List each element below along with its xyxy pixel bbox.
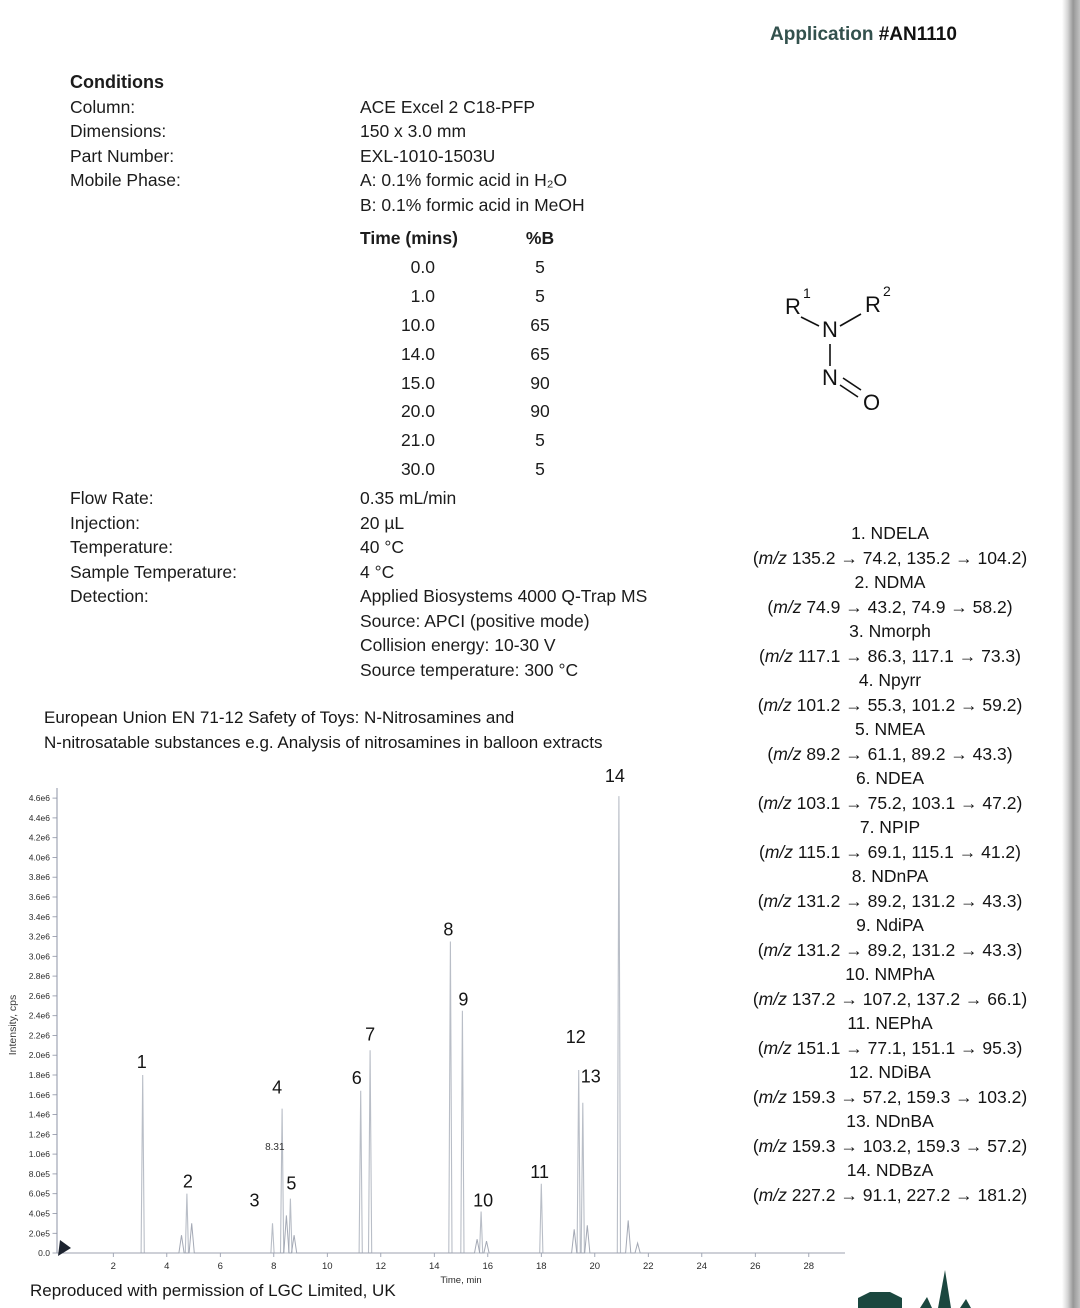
gradient-percentb: 90: [530, 401, 550, 422]
svg-text:11: 11: [530, 1161, 549, 1182]
compound-name: 12. NDiBA: [849, 1062, 931, 1082]
condition-row-value: ACE Excel 2 C18-PFP: [360, 96, 536, 117]
svg-text:20: 20: [589, 1261, 601, 1272]
condition-row: [70, 144, 710, 169]
method-row-value: 20 µL: [360, 512, 405, 533]
svg-text:4: 4: [164, 1261, 170, 1272]
gradient-row: [0, 401, 700, 430]
compound-name: 7. NPIP: [859, 817, 921, 837]
method-row-value: Collision energy: 10-30 V: [360, 635, 556, 655]
chromatogram-svg: [0, 760, 880, 1308]
svg-text:10: 10: [322, 1261, 333, 1272]
gradient-percentb: 90: [530, 372, 550, 393]
svg-text:2.4e6: 2.4e6: [28, 1010, 50, 1021]
gradient-time: 1.0: [410, 285, 435, 306]
method-row-value: 40 °C: [360, 537, 404, 557]
svg-text:4.2e6: 4.2e6: [28, 832, 50, 843]
gradient-col-time: Time (mins): [360, 228, 458, 248]
method-row-label: Sample Temperature:: [70, 561, 237, 582]
gradient-time: 10.0: [400, 314, 435, 335]
gradient-percentb: 65: [530, 343, 550, 364]
svg-text:1.2e6: 1.2e6: [28, 1129, 50, 1140]
svg-text:4: 4: [272, 1077, 283, 1098]
compound-name: 6. NDEA: [855, 768, 925, 788]
structure-o: O: [863, 390, 881, 415]
compound-transitions: (m/z 131.2 → 89.2, 131.2 → 43.3): [757, 939, 1023, 960]
gradient-time: 20.0: [400, 401, 435, 422]
svg-text:2: 2: [110, 1261, 116, 1272]
condition-row: [70, 168, 710, 193]
brand-logo: [848, 1264, 998, 1308]
gradient-time: 30.0: [400, 459, 435, 480]
method-row-label: Temperature:: [70, 537, 174, 557]
compound-name: 9. NdiPA: [856, 915, 924, 935]
method-row: [70, 560, 750, 585]
application-number: [770, 24, 957, 46]
svg-text:14: 14: [604, 766, 625, 787]
method-row-label: Detection:: [70, 586, 149, 606]
logo-peak-small-right: [960, 1299, 971, 1308]
logo-peak-tall: [938, 1270, 951, 1308]
compound-name: 5. NMEA: [854, 719, 926, 739]
gradient-time: 21.0: [400, 430, 435, 451]
condition-row-label: Part Number:: [70, 145, 175, 166]
svg-text:24: 24: [696, 1261, 708, 1272]
method-row: [70, 658, 750, 683]
compound-transitions: (m/z 115.1 → 69.1, 115.1 → 41.2): [758, 841, 1021, 862]
svg-text:3.0e6: 3.0e6: [28, 951, 50, 962]
compound-name: 13. NDnBA: [846, 1111, 934, 1131]
structure-r1-sup: 1: [803, 285, 811, 301]
compound-name: 10. NMPhA: [845, 964, 935, 984]
condition-row-value: A: 0.1% formic acid in H₂O: [360, 170, 568, 190]
method-row-label: Flow Rate:: [70, 488, 154, 508]
compound-transitions: (m/z 159.3 → 103.2, 159.3 → 57.2): [752, 1135, 1028, 1156]
condition-row-label: Column:: [70, 96, 136, 117]
compound-transitions: (m/z 137.2 → 107.2, 137.2 → 66.1): [752, 988, 1028, 1009]
svg-text:4.4e6: 4.4e6: [28, 812, 50, 823]
svg-text:1.8e6: 1.8e6: [28, 1070, 50, 1080]
application-id: #AN1110: [878, 24, 957, 45]
application-title: [44, 706, 744, 756]
svg-text:2.0e5: 2.0e5: [28, 1228, 50, 1239]
conditions-section: [70, 70, 710, 217]
compound-name: 14. NDBzA: [846, 1160, 934, 1180]
compound-transitions: (m/z 159.3 → 57.2, 159.3 → 103.2): [752, 1086, 1028, 1107]
svg-text:4.0e5: 4.0e5: [28, 1208, 50, 1219]
gradient-row: [0, 257, 700, 286]
bond-n-r2: [840, 314, 861, 326]
svg-text:14: 14: [429, 1261, 440, 1272]
bond-r1-n: [801, 317, 819, 326]
svg-text:3: 3: [249, 1190, 260, 1211]
svg-text:8.0e5: 8.0e5: [28, 1168, 50, 1179]
svg-text:7: 7: [365, 1024, 376, 1045]
gradient-percentb: 5: [535, 459, 545, 480]
gradient-time: 0.0: [410, 257, 435, 277]
gradient-row: [0, 459, 700, 488]
compound-transitions: (m/z 103.1 → 75.2, 103.1 → 47.2): [757, 792, 1023, 813]
svg-text:18: 18: [536, 1261, 547, 1272]
svg-text:16: 16: [482, 1261, 494, 1272]
method-row-value: Applied Biosystems 4000 Q-Trap MS: [360, 586, 648, 606]
svg-text:28: 28: [803, 1261, 815, 1272]
svg-text:2.6e6: 2.6e6: [28, 990, 50, 1001]
svg-text:4.6e6: 4.6e6: [28, 793, 50, 804]
method-row-value: Source temperature: 300 °C: [360, 659, 579, 680]
condition-row: [70, 119, 710, 144]
gradient-percentb: 5: [535, 257, 545, 277]
method-row: [70, 535, 750, 560]
svg-text:1: 1: [136, 1052, 147, 1072]
gradient-col-percentb: %B: [525, 228, 555, 248]
conditions-title: Conditions: [70, 72, 164, 92]
svg-text:9: 9: [458, 989, 469, 1010]
svg-text:2.0e6: 2.0e6: [28, 1050, 50, 1061]
compound-name: 1. NDELA: [851, 523, 929, 543]
compound-transitions: (m/z 227.2 → 91.1, 227.2 → 181.2): [752, 1184, 1028, 1205]
compound-transitions: (m/z 151.1 → 77.1, 151.1 → 95.3): [757, 1037, 1023, 1058]
svg-text:12: 12: [375, 1261, 387, 1272]
compound-name: 8. NDnPA: [851, 866, 929, 886]
svg-text:26: 26: [750, 1261, 761, 1272]
method-section: [70, 486, 750, 682]
method-row-label: [70, 658, 360, 683]
svg-text:6: 6: [351, 1067, 362, 1088]
compound-name: 11. NEPhA: [847, 1013, 933, 1033]
gradient-time: 15.0: [400, 372, 435, 393]
svg-text:3.4e6: 3.4e6: [28, 911, 50, 922]
svg-text:3.6e6: 3.6e6: [28, 892, 50, 902]
gradient-time: 14.0: [400, 343, 435, 364]
gradient-row: [0, 430, 700, 459]
svg-text:6: 6: [217, 1261, 223, 1272]
svg-text:1.6e6: 1.6e6: [28, 1089, 50, 1100]
compound-name: 2. NDMA: [854, 572, 926, 592]
compound-transitions: (m/z 89.2 → 61.1, 89.2 → 43.3): [767, 743, 1013, 764]
method-row: [70, 486, 750, 511]
gradient-percentb: 5: [535, 285, 545, 306]
condition-row-value: B: 0.1% formic acid in MeOH: [360, 194, 585, 215]
svg-text:10: 10: [473, 1190, 494, 1211]
nitrosamine-structure: [755, 262, 925, 432]
structure-n-nitroso: N: [822, 365, 838, 390]
gradient-row: [0, 315, 700, 344]
page-edge-shadow: [1062, 0, 1080, 1308]
gradient-row: [0, 344, 700, 373]
gradient-rows: [0, 257, 700, 488]
structure-r2-sup: 2: [883, 283, 891, 299]
compound-transitions: (m/z 101.2 → 55.3, 101.2 → 59.2): [757, 694, 1023, 715]
svg-text:8.31: 8.31: [265, 1142, 285, 1153]
method-row-label: [70, 609, 360, 634]
condition-row: [70, 193, 710, 218]
svg-text:5: 5: [286, 1173, 297, 1194]
method-row: [70, 511, 750, 536]
application-title-line1: European Union EN 71-12 Safety of Toys: N-Nitrosamines and: [44, 708, 515, 727]
compound-transitions: (m/z 74.9 → 43.2, 74.9 → 58.2): [767, 596, 1013, 617]
svg-text:Intensity, cps: Intensity, cps: [7, 994, 19, 1056]
svg-text:3.2e6: 3.2e6: [28, 931, 50, 942]
svg-text:8: 8: [443, 919, 454, 940]
method-row-value: Source: APCI (positive mode): [360, 610, 590, 631]
svg-text:0.0: 0.0: [38, 1248, 50, 1258]
svg-text:1.4e6: 1.4e6: [28, 1109, 50, 1120]
structure-n-amine: N: [822, 317, 838, 342]
svg-text:8: 8: [271, 1261, 277, 1272]
gradient-row: [0, 286, 700, 315]
gradient-percentb: 5: [535, 430, 545, 451]
structure-r1: R: [785, 294, 801, 319]
gradient-percentb: 65: [530, 314, 550, 335]
condition-row-label: Dimensions:: [70, 121, 167, 141]
svg-text:2.2e6: 2.2e6: [28, 1030, 50, 1041]
logo-peak-small-left: [920, 1297, 932, 1308]
application-label: Application: [770, 24, 874, 45]
footer-credit: Reproduced with permission of LGC Limited, UK: [30, 1281, 396, 1300]
application-title-line2: N-nitrosatable substances e.g. Analysis of nitrosamines in balloon extracts: [44, 732, 603, 752]
gradient-row: [0, 373, 700, 402]
logo-hexagon: [858, 1292, 902, 1308]
structure-r2: R: [865, 292, 881, 317]
compound-name: 3. Nmorph: [849, 621, 931, 641]
chromatogram: [0, 760, 880, 1308]
method-row: [70, 609, 750, 634]
svg-text:1.0e6: 1.0e6: [28, 1149, 50, 1160]
svg-text:6.0e5: 6.0e5: [28, 1188, 50, 1199]
svg-text:Time, min: Time, min: [440, 1275, 482, 1286]
svg-text:2: 2: [182, 1171, 193, 1192]
svg-text:3.8e6: 3.8e6: [28, 872, 50, 883]
condition-row-label: Mobile Phase:: [70, 170, 181, 190]
compound-transitions: (m/z 131.2 → 89.2, 131.2 → 43.3): [757, 890, 1023, 911]
condition-row-value: EXL-1010-1503U: [360, 145, 496, 166]
method-row: [70, 633, 750, 658]
method-row-label: [70, 633, 360, 658]
method-row-value: 0.35 mL/min: [360, 488, 457, 508]
method-row-value: 4 °C: [360, 561, 395, 582]
method-row: [70, 584, 750, 609]
svg-text:13: 13: [580, 1066, 601, 1087]
compound-transitions: (m/z 117.1 → 86.3, 117.1 → 73.3): [758, 645, 1021, 666]
conditions-rows: [70, 95, 710, 218]
svg-text:22: 22: [643, 1261, 654, 1272]
condition-row-label: [70, 193, 360, 218]
svg-text:12: 12: [565, 1027, 586, 1047]
svg-text:2.8e6: 2.8e6: [28, 971, 50, 982]
compound-transitions: (m/z 135.2 → 74.2, 135.2 → 104.2): [752, 547, 1028, 568]
method-row-label: Injection:: [70, 512, 141, 533]
svg-text:4.0e6: 4.0e6: [28, 852, 50, 863]
condition-row: [70, 95, 710, 120]
compound-name: 4. Npyrr: [858, 670, 922, 690]
condition-row-value: 150 x 3.0 mm: [360, 121, 467, 141]
